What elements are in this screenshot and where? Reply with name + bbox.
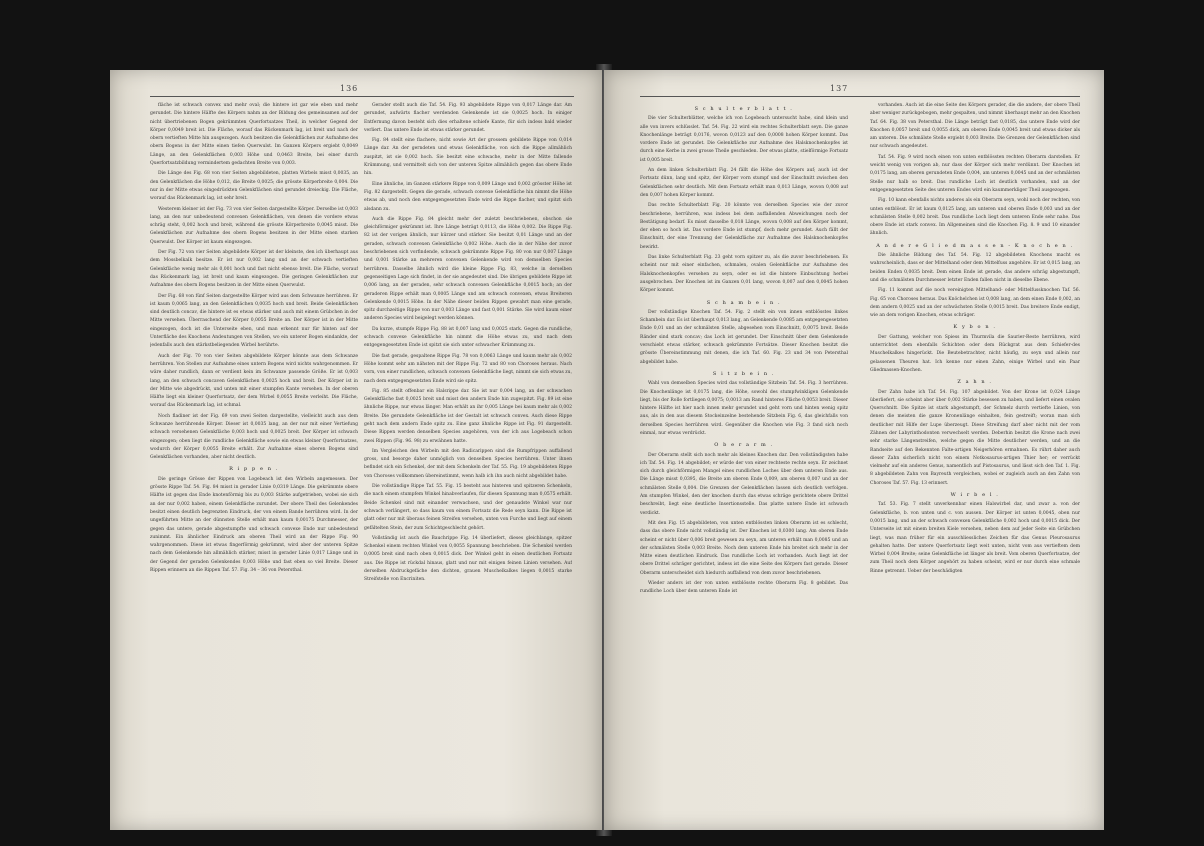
paragraph: Noch fladiner ist der Fig. 69 von zwei Seiten dargestellte, vielleicht auch aus dem Schwanze herrührende Körper. Dieser ist 0,0035 lang, an der nur mit einer Vertiefung schwach versehenen Gelenkfläche 0,003 hoch und 0,0025 breit. Der Körper ist schwach eingezogen; oben liegt die rundliche Gelenkfläche sowie ein etwas kleiner Querfortsatzes, wodurch der Körper 0,0055 Breite erhält. Zur Aufnahme eines oberen Bogens sind Gelenkflächen vorhanden, aber nicht deutlich. — [150, 413, 358, 461]
section-heading: Z a h n . — [957, 379, 993, 386]
paragraph: Die vier Schulterblätter, welche ich von Logebeach untersucht habe, sind klein und alle von invers schlüsslet. Taf. 54. Fig. 22 wird ein rechtes Schulterblatt seyn. Die ganze Knochenlänge beträgt 0,0176, wovon 0,0123 auf den 0,0008 hohen Körper kommt. Das vordere Ende ist gerundet. Die Gelenkfläche zur Aufnahme des Halsknochenkopfes ist durch eine Kerbe in zwei grosse Theile geschieden. Der etwas platte, stielförmige Fortsatz ist 0,005 breit. — [640, 116, 848, 163]
paragraph: Der Oberarm stellt sich noch mehr als kleines Knochen dar. Den vollständigsten habe ich Taf. 54. Fig. 14 abgebildet; er würde der von einer rechteste rechte seyn. Er zeichnet sich durch gleichförmigen Mangel eines rundlichen Loches über dem unteren Ende aus. Die Länge misst 0,0395, die Breite am oberen Ende 0,009, am oberen 0,007 und an der schmälsten Stelle 0,004. Die Grenzen der Gelenkflächen lassen sich deutlich verfolgen. Am stumpfen Winkel, den der knochen durch das etwas schräge gerichtete obere Drittel beschreibt, liegt eine deutliche Insertionsstelle. Das platte untere Ende ist schwach verdickt. — [640, 452, 848, 516]
paragraph: Wahl von demselben Species wird das vollständige Sitzbein Taf. 54. Fig. 3 herrühren. Die Knochenlänge ist 0,0175 lang, die Höhe, sowohl des stumpfwinkligen Gelenkende liegt, bis der Rolle fortliegen 0,0075; 0,0013 am Rand hinteres Fläche 0,0053 breit. Dieser hintere Hälfte ist hier nach innen mehr gerundet und geht vorn und hinten wenig spitz aus, als in den aus diesem Stockeinzelne bestehende Sitzbein Fig. 6, das gleichfalls von derselben Species herrühren wird. Gegenüber die Knochen wie Fig. 3 fand sich noch einmal, nur etwas verdrückt. — [640, 381, 848, 436]
left-page-number: 136 — [340, 84, 359, 93]
paragraph: Vollständig ist auch die Bauchrippe Fig. 14 überliefert, dieses gleichlange, spitzer Schenkel einem rechten Winkel von 0,0055 Spannung beschrieben. Die Schenkel werden 0,0005 breit sind nach oben 0,0015 dick. Der Winkel geht in einen deutlichen Fortsatz aus. Die Rippe ist rückdal hinaus, glatt und nur mit einigen feinen Linien versehen. Auf derselben Abdruckgefäche den dichten, grauen Muschelkalkes liegen 0,0015 starke Streifstelle von Encriniten. — [364, 535, 572, 583]
right-header-rule — [640, 96, 1080, 97]
right-page — [604, 70, 1104, 830]
paragraph: Im Vergleichen den Wirbeln mit den Radicarippen sind die Rumpfrippen auffallend gross, und besorge daher unmöglich von denselben Species herrühren. Unter ihnen befindet sich ein Schenkel, der mit dem Schenkeln der Taf. 55. Fig. 19 abgebildeten Rippe von Choroses vollkommen übereinstimmt, wenn halb ich ihn auch nicht abgebildet habe. — [364, 448, 572, 479]
paragraph: Der Zahn habe ich Taf. 54. Fig. 107 abgebildet. Von der Krone ist 0,024 Länge überliefert, sie scheint aber über 0,002 Stärke besessen zu haben, und liefert einen ovalen Querschnitt. Die Spitze ist stark abgestumpft, der Schmelz durch vertiefte Linien, von denen die meisten die ganze Kronenlänge einhalten, fein gestreift; woran man sich deutlicher mit Hilfe der Lupe überzeugt. Diese Streifung darf aber nicht mit der vom Zähnen der Labyrinthodonten verwechselt werden. Deberhin besitzt die Krone nach zwei sehr starke Längenstreifen, welche gegen die Mitte deutlicher werden, und an die Randseite auf den Bekennten Falte-artigen Neigerhören ermahnen. Es rührt daher auch dieser Zahn sicherlich nicht von einem Notkosaurus-artigen Thier her; er verrückt vielmehr auf ein anderes Genus, namentlich auf Pistosaurus, und lässt sich den Taf. 1. Fig. 8 abgebildeten Zahn von Bayreuth vergleichen, wobei er zugleich auch an den Zahn von Choroses Taf. 57. Fig. 13 erinnert. — [870, 389, 1080, 486]
left-column-1 — [150, 102, 358, 814]
section-heading: R i p p e n . — [229, 466, 279, 473]
paragraph: Die ähnliche Bildung des Taf. 54. Fig. 12 abgebildeten Knochens macht es wahrscheinlich, dass er der Mittelhand oder dem Mittelfuss angehöre. Er ist 0,015 lang, an beiden Enden 0,0035 breit. Dem einen Ende ist gerade, das andere schräg abgestumpft, und die schmälsten Durchmesser letzter Enden fallen nicht in dieselbe Ebene. — [870, 253, 1080, 283]
left-page — [110, 70, 602, 830]
paragraph: Fig. 85 stellt offenbar ein Halsrippe dar. Sie ist nur 0,004 lang, an der schwachen Gelenkfläche fast 0,0025 breit und misst den andern Ende hin zugespitzt. Fig. 89 ist eine ähnliche Rippe, nur etwas länger. Man erhält an ihr 0,005 Länge bei kaum mehr als 0,002 Breite. Die gerundete Gelenkfläche ist der Gestalt ist schwach convex. Auch diese Rippe geht nach dem andern Ende spitz zu. Eine ganz ähnliche Rippe ist Fig. 91 dargestellt. Diese Rippen werden denselben Species angehören, von der ich aus Logebeach schon zwei Rippen (Fig. 96. 98) zu erwähnen hatte. — [364, 388, 572, 444]
section-heading: O b e r a r m . — [714, 442, 774, 449]
paragraph: Fig. 10 kann ebenfalls nichts anderes als ein Oberarm seyn, wohl noch der rechten, von unten entblösst. Er ist kaum 0,0125 lang, am unteren und oberen Ende 0,003 und an der schmälsten Stelle 0,002 breit. Das rundliche Loch liegt dem unteren Ende sehr nahe. Das obere Ende ist stark convex. Im Allgemeinen sind die Knochen Fig. 8. 9 und 10 einander ähnlich. — [870, 198, 1080, 237]
section-heading: K y b o n . — [953, 324, 997, 331]
section-heading: S c h a m b e i n . — [706, 299, 782, 306]
paragraph: Auch die Rippe Fig. 84 gleicht mehr der zuletzt beschriebenen, obschon sie gleichförmiger gekrümmt ist. Ihre Länge beträgt 0,0113, die Höhe 0,002. Die Rippe Fig. 82 ist der vorigen ähnlich, nur kürzer und stärker. Sie besitzt 0,01 Länge und an der geraden, schwach convexen Gelenkfläche 0,002 Höhe. Auch die in der Nähe der zuvor beschriebenen sich vorfindende, schwach gekrümmte Rippe Fig. 80 von nur 0,007 Länge und 0,001 Stärke an mehreren convexen Gelenkende wird von demselben Species herrühren. Dasselbe ähnlich wird die kleine Rippe Fig. 83, welche in derselben gegenseitigen Lage sich findet, in der sie angedeutet sind. Die übrigen gebildete Rippe ist 0,006 lang, an der geraden, sehr schwach convexen Gelenkfläche 0,0015 hoch; an der geraderen Rippe erhält man 0,0005 Länge und am schwach convexen, etwas Breiteren Gelenkende 0,0015 Höhe. In der Nähe dieser beiden Rippen gewahrt man eine gerade, spitz durchzeitige Rippe von nur 0,003 Länge und fast 0,001 Stärke. Sie wird kaum einer anderen Species wird beigelegt werden können. — [364, 216, 572, 322]
section-heading: W i r b e l . — [950, 492, 1000, 499]
paragraph: Taf. 54. Fig. 9 wird noch einen von unten entblössten rechten Oberarm darstellen. Er weicht wenig von vorigen ab, nur dass der Körper sich mehr verdünnt. Der Knochen ist 0,0175 lang, am oberen gerundeten Ende 0,004, am unteren 0,0045 und an der schmälsten Stelle nur halb so breit. Das rundliche Loch ist deutlich vorhanden, und an der entgegengesetzten Seite des unteren Endes wird ein kaummerkliger Theil ausgezogen. — [870, 154, 1080, 193]
paragraph: Taf. 53. Fig. 7 stellt unverkennbar einen Halswirbel dar, und zwar a. von der Gelenkfläche, b. von unten und c. von aussen. Der Körper ist unten 0,0045, oben nur 0,0015 lang, und an der schwach convexen Gelenkfläche 0,002 hoch und 0,0015 dick. Der Unterseite ist mit einem breiten Kiele versehen, neben dem auf jeder Seite ein Grübchen liegt, was man früher für ein ausschliessliches Zeichen für das Genus Pleurosaurus gehalten hatte. Der untere Querfortsatz liegt weit unten, nicht vom aus vertieftem dem Wirbel 0,004 Breite; seine Gelenkfläche ist länger als breit. Vom oberen Querfortsatze, der zum Theil noch dem Körper angehört zu haben scheint, wird er nur durch eine schmale Rinne getrennt. Ueber der beschädigten — [870, 502, 1080, 574]
paragraph: Der Fig. 72 von vier Seiten abgebildete Körper ist der kleinste, den ich überhaupt aus dem Mossbelkalk besitze. Er ist nur 0,002 lang und an der schwach vertieften Gelenkfläche wenig mehr als 0,001 hoch und fast nicht ebenso breit. Die Fläche, worauf das Rückenmark lag, ist breit und kaum eingezogen. Die geringen Gelenkflächen zur Aufnahme des obern Bogens besitzen in der Mitte einen Querwulst. — [150, 250, 358, 289]
right-column-2 — [870, 102, 1080, 814]
paragraph: Gerader stellt auch die Taf. 54. Fig. 93 abgebildete Rippe von 0,017 Länge dar. Am gerundet, aufwärts flacher werdenden Gelenkende ist sie 0,0025 hoch. In einiger Entfernung davon besteht sich dies erhaltene schiefe Kante, für sich indess bald wieder verliert. Das untere Ende ist etwas stärker gerundet. — [364, 103, 572, 133]
left-header-rule — [150, 96, 574, 97]
paragraph: Auch der Fig. 70 von vier Seiten abgebildete Körper könnte aus dem Schwanze herrühren. Von Stellen zur Aufnahme eines untern Bogens wird nichts wahrgenommen. Er wäre daher rundlich, dann er verdient kein im Schwanze passende Größe. Er ist 0,003 lang, an den schwach concaven Gelenkflächen 0,0025 hoch und breit. Der Körper ist in der Mitte wie abgedrückt, und unten mit einer stumpfen Kante versehen. In der oberen Hälfte liegt ein kleiner Querfortsatz, der dem Wirbel 0,0055 Breite verleiht. Die Fläche, worauf das Rückenmark lag, ist schmal. — [150, 353, 358, 409]
section-heading: A n d e r e G l i e d m a s s e n - K n o c h e n . — [876, 242, 1074, 249]
right-column-1 — [640, 102, 848, 814]
paragraph: Die geringe Grösse der Rippen von Logebeach ist den Wirbeln angemessen. Der grösste Rippe Taf. 54. Fig. 84 misst in gerader Linie 0,0319 Länge. Die gekrümmte obere Hälfte ist gegen das Ende knotenförmig bis zu 0,003 Stärke aufgetrieben, wobei sie sich an der nur 0,002 haben, einem Gelenkfläche zurundet. Der obere Theil des Gelenkendes besitzt einen deutlich begrenzten Eindruck, der von einem Bande herrühren wird. In der ungeführten Mitte an der dünnsten Stelle erhält man kaum 0,00175 Durchmesser, der gegen das untere, gerade abgestumpfte und schwach convexe Ende nur unbedeutend zunimmt. Ein ähnlicher Eindruck am oberen Theil wird an der Rippe Fig. 90 wahrgenommen. Diese ist etwas fingerförmig gekrümmt, wird aber der unteren Spitze nach dem Gelenkende hin allmählich stärker, misst in gerader Linie 0,017 Länge und in der Gegend der geraden Gelenkendes 0,003 Höhe und fast eben so viel Breite. Dieser Rippen erinnern an die Rippen Taf. 57. Fig. 34 – 36 von Petersthal. — [150, 476, 358, 574]
paragraph: Der Gattung, welcher von Spiess im Thurmvila die Saurier-Reste herrühren, wird unterrichtet dem ebenfalls Schichten oder dem Rückgrat aus dem Schiefer-des Muschelkalkes hingerückt. Die Beutebetrachter, nicht häufig, zu seyn und allein nur gelassenen Theuren hat. Ich kenne nur einen Zahn, einige Wirbel und ein Paar Gliedmassen-Knochen. — [870, 334, 1080, 373]
left-column-2 — [364, 102, 572, 814]
section-heading: S c h u l t e r b l a t t . — [694, 106, 794, 112]
paragraph: Das rechte Schulterblatt Fig. 20 könnte von derselben Species wie der zuvor beschriebene, herrühren, was indess bei dem auffallenden Abweichungen noch der Bestätigung bedarf. Es misst dasselbe 0,018 Länge, wovon 0,008 auf den Körper kommt, der eben so hoch ist. Das vordere Ende ist stumpf, doch mehr gerundet. Auch fällt der Einschnitt, der eine Trennung der Gelenkfläche zur Aufnahme des Halsknochenkopfes bewirkt. — [640, 203, 848, 250]
paragraph: Das linke Schulterblatt Fig. 23 geht vorn spitzer zu, als die zuvor beschriebenen. Es scheint nur mit einer einfachen, schmalen, ovalen Gelenkfläche zur Aufnahme des Halsknochenkopfes versehen zu seyn, oder es ist die hintere Einbuchtung herbei ausgebrochen. Der Knochen ist im Ganzen 0,01 lang, wovon 0,007 auf den 0,0045 hohen Körper kommt. — [640, 255, 848, 294]
paragraph: Der Fig. 68 von fünf Seiten dargestellte Körper wird aus dem Schwanze herrühren. Er ist kaum 0,0065 lang, an den Gelenkflächen 0,0035 hoch und breit. Beide Gelenkflächen sind deutlich concav, die hintere ist es etwas stärker und auch mit einem Grübchen in der Mitte versehen. Überraschend der Körper 0,0055 Breite an. Der Körper ist in der Mitte eingezogen, doch ist die Unterseite eben, und man erkennt nur für hinten auf der Unterfläche des Knochens Andeutungen von Stellen, wo ein unterer Bogen eindankte, der jedenfalls auch den stärkstbeliegenden Wirbel herührte. — [150, 293, 358, 349]
paragraph: Westerem kleiner ist der Fig. 73 von vier Seiten dargestellte Körper. Derselbe ist 0,003 lang, an den nur unbedeutend convexen Gelenkflächen, von denen die vordere etwas schräg steht, 0,002 hoch und breit, während die grösste Körperbreite 0,0045 misst. Die Gelenkflächen zur Aufnahme des obern Bogens besitzen in der Mitte einen starken Querwulst. Der Körper ist kaum eingezogen. — [150, 206, 358, 245]
paragraph: Der vollständige Knochen Taf. 54. Fig. 2 stellt ein von innen entblösstes linkes Schambein dar. Es ist überhaupt 0,013 lang, an Gelenkende 0,0085 am entgegengesetzten Ende 0,01 und an der schmälsten Stelle, abgesehen vom Einschnitt, 0,0075 breit. Beide Ränder sind stark concav; das Loch ist gerundet. Der Einschnitt über dem Gelenkende verschiebt etwas stärker, schwach gekrümmte Fortsätze. Dieser Knochen besitzt die grösste Übereinstimmung mit denen, die ich Taf. 60. Fig. 23 und 34 von Petersthal abgebildet habe. — [640, 309, 848, 365]
paragraph: Eine ähnliche, im Ganzen stärkere Rippe von 0,009 Länge und 0,002 grösster Höhe ist Fig. 82 dargestellt. Gegen die gerade, schwach convexe Gelenkfläche hin nimmt die Höhe etwas ab, und noch den entgegengesetzten Ende wird die Rippe flacher, und spitzt sich alsdann zu. — [364, 181, 572, 212]
paragraph: Fig. 11 kommt auf die noch vereinigten Mittelhand- oder Mittelfussknochen Taf. 56. Fig. 65 von Choroses heraus. Das Knöchelchen ist 0,008 lang, an dem einen Ende 0,002, an dem andern 0,0025 und an der schwächsten Stelle 0,0015 breit. Das breitere Ende endigt, wie an dem vorigen Knochen, etwas schräger. — [870, 288, 1080, 319]
paragraph: Wieder anders ist der von unten entblösste rechte Oberarm Fig. 8 gebildet. Das rundliche Loch über dem unteren Ende ist — [640, 581, 848, 595]
paragraph: Die Länge des Fig. 68 von vier Seiten abgebildeten, platten Wirbels misst 0,0035, an den Gelenkflächen die Höhe 0,012, die Breite 0,0025; die grösste Körperbreite 0,004. Die nur in der Mitte etwas eingedrückten Gelenkflächen sind gerundet dreieckig. Die Fläche, worauf das Rückenmark lag, ist sehr breit. — [150, 171, 358, 202]
paragraph: Die fast gerade, gespaltene Rippe Fig. 78 von 0,0063 Länge und kaum mehr als 0,002 Höhe kommt sehr am nähsten mit der Rippe Fig. 72 und 80 von Choroses heraus. Nach vorn, von einer rundlichen, schwach convexen Gelenkfläche liegt, nimmt sie sich etwas zu, nach dem entgegengesetzten Ende wird sie spitz. — [364, 353, 572, 384]
paragraph: An dem linken Schulterblatt Fig. 24 fällt die Höhe des Körpers auf; auch ist der Fortsatz dünn, lang und spitz, der Körper vorn stumpf und der Einschnitt zwischen den Gelenkflächen sehr deutlich. Mit dem Fortsatz erhält man 0,013 Länge, wovon 0,008 auf den 0,007 hohen Körper kommt. — [640, 168, 848, 198]
paragraph: Mit den Fig. 15 abgebildeten, von unten entblössten linken Oberarm ist es schlecht, dass das obere Ende nicht vollständig ist. Der Knochen ist 0,0300 lang. Am oberen Ende scheint er nicht über 0,006 breit gewesen zu seyn, am unteren erhält man 0,0085 und an der schmälsten Stelle 0,003 Breite. Noch dem unteren Ende hin breitet sich mehr in der Mitte einen deutlichen Eindruck. Das rundliche Loch ist vorhanden. Auch liegt ist der obere Drittel schräger gerichtet, indess ist die eine Seite des Körpers fast gerade. Dieser Oberarm unterscheidet sich hiedurch auffallend von dem zuvor beschriebenen. — [640, 520, 848, 576]
right-page-number: 137 — [830, 84, 849, 93]
section-heading: S i t z b e i n . — [712, 370, 776, 377]
paragraph: Fig. 84 stellt eine flachere, nicht sowie Art der grossem gebildete Rippe von 0,014 Länge dar. An der gerndeten und etwas Gelenkfläche, von sich die Rippe allmählich zuspitzt, ist sie 0,002 hoch. Sie besitzt eine schwache, mehr in der Mitte fallende Krümmung, und vermittelt sich von der unteren Spitze allmählich gegen das obere Ende hin. — [364, 138, 572, 177]
paragraph: vorhanden. Auch ist die eine Seite des Körpers gerader, die die andere, der obere Theil aber weniger zurückgebogen, mehr gespalten, und nimmt überhaupt mehr an den Knochen Taf. 64. Fig. 38 von Petersthal. Die Länge beträgt fast 0,0185, das untere Ende wird der Knochen 0,0057 breit und 0,0055 dick, am oberen Ende 0,0045 breit und etwas dicker als am unteren. Die schmälste Stelle ergiebt 0,003 Breite. Die Grenzen der Gelenkflächen sind nur schwach angedeutet. — [870, 103, 1080, 150]
paragraph: Die vollständige Rippe Taf. 55. Fig. 15 besteht aus hinteren und spitzeren Schenkeln, die nach einem stumpfem Winkel hinabverlaufen, für diesen Spannung man 0,0575 erhält. Beide Schenkel sind mit einander verwachsen, und der genaudste Winkel war nur schwach verlängert, so dass kaum von einem Fortsatz die Rede seyn kann. Die Rippe ist glatt oder nur mit überaus feinen Streifen versehen, unten von Furche und liegt auf einem gefältelten Stein, der zum Schichtgeschlecht gehört. — [364, 484, 572, 531]
paragraph: Da kurze, stumpfe Rippe Fig. 88 ist 0,007 lang und 0,0025 stark. Gegen die rundliche, schwach convexe Gelenkfläche hin nimmt die Höhe etwas zu, und nach dem entgegengesetzten Ende ist spitzt sie sich unter schwacher Krümmung zu. — [364, 326, 572, 349]
paragraph: fläche ist schwach convex und mehr oval; die hintere ist gar wie eben und mehr gerundet. Die hintere Hälfte des Körpers nahm an der Bildung des gemeinsamen auf der nicht übertriebenen Bogen gekrümmten Querfortsatzes Theil, in welcher Gegend der Körper 0,0049 breit ist. Die Fläche, worauf das Rückenmark lag, ist breit und nach der obern vertieften Mitte hin ausgezogen. Auch besitzen die Gelenkflächen zur Aufnahme des obern Bogens in der Mitte einen tiefen Querwulst. Im Ganzen Körpers ergiebt 0,0049 Länge, an den Gelenkflächen 0,003 Höhe und 0,0463 Breite, bei einer durch Querfortsatzbildung vermindertem gedachten Breite von 0,003. — [150, 103, 358, 167]
